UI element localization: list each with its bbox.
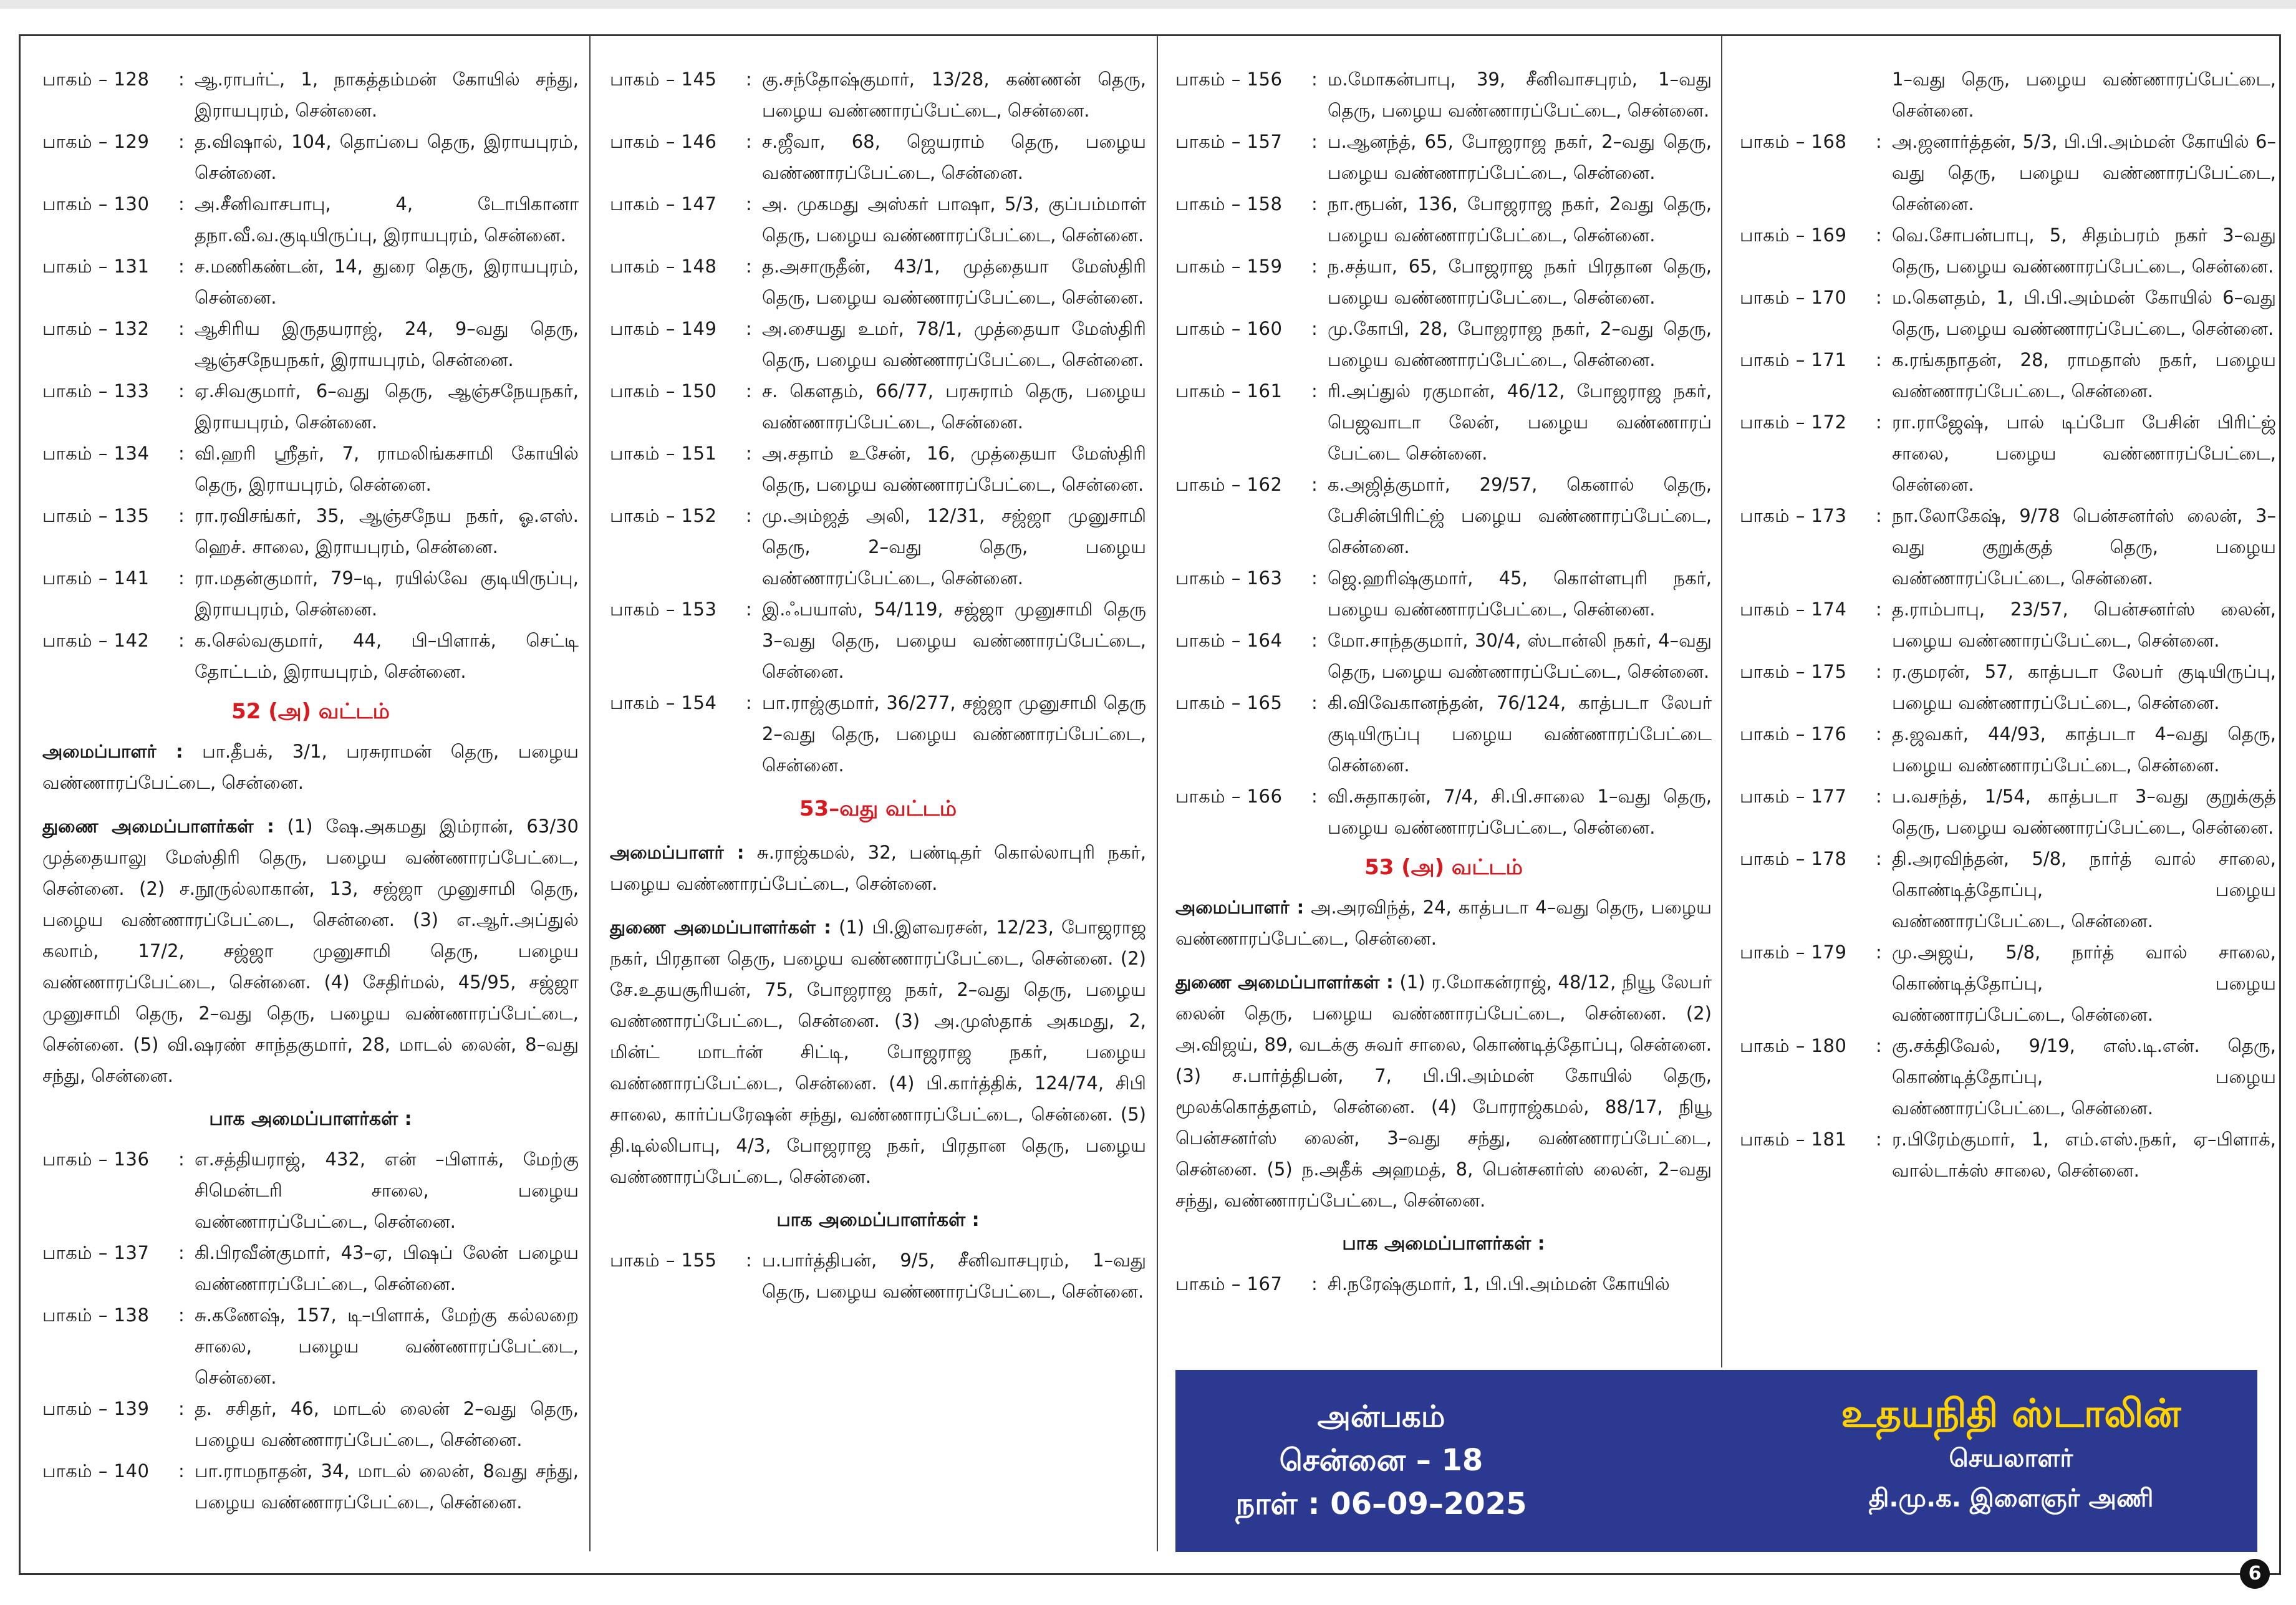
- booth-address: நா.ரூபன், 136, போஜராஜ நகர், 2வது தெரு, பழைய வண்ணாரப்பேட்டை, சென்னை.: [1328, 193, 1712, 246]
- booth-address: கு.சக்திவேல், 9/19, எஸ்.டி.என். தெரு, கொண்டித்தோப்பு, பழைய வண்ணாரப்பேட்டை, சென்னை.: [1892, 1035, 2276, 1119]
- booth-entry: [1175, 64, 1712, 126]
- booth-number: பாகம் – 138: [42, 1304, 150, 1326]
- organizer-paragraph: [610, 837, 1146, 899]
- organizer-label: அமைப்பாளர் :: [1175, 897, 1305, 918]
- separator-colon: :: [746, 443, 752, 464]
- separator-colon: :: [178, 630, 185, 651]
- booth-address: அ.ஜனார்த்தன், 5/3, பி.பி.அம்மன் கோயில் 6–வது தெரு, பழைய வண்ணாரப்பேட்டை, சென்னை.: [1892, 131, 2276, 214]
- separator-colon: :: [746, 692, 752, 713]
- booth-address: தி.அரவிந்தன், 5/8, நார்த் வால் சாலை, கொண்டித்தோப்பு, பழைய வண்ணாரப்பேட்டை, சென்னை.: [1892, 848, 2276, 932]
- deputy-text: (1) பி.இளவரசன், 12/23, போஜராஜ நகர், பிரதான தெரு, பழைய வண்ணாரப்பேட்டை, சென்னை. (2) சே.உதயசூரியன், 75, போஜராஜ நகர், 2–வது தெரு, பழைய வண்ணாரப்பேட்டை, சென்னை. (3) அ.முஸ்தாக் அகமது, 2, மின்ட் மாடர்ன் சிட்டி, போஜராஜ நகர், பழைய வண்ணாரப்பேட்டை, சென்னை. (4) பி.கார்த்திக், 124/74, சிபி சாலை, கார்ப்பரேஷன் சந்து, வண்ணாரப்பேட்டை, சென்னை. (5) தி.டில்லிபாபு, 4/3, போஜராஜ நகர், பிரதான தெரு, பழைய வண்ணாரப்பேட்டை, சென்னை.: [610, 917, 1147, 1187]
- deputy-label: துணை அமைப்பாளர்கள் :: [1175, 971, 1394, 993]
- booth-address: கி.விவேகானந்தன், 76/124, காத்படா லேபர் குடியிருப்பு பழைய வண்ணாரப்பேட்டை சென்னை.: [1328, 692, 1712, 776]
- booth-number: பாகம் – 164: [1175, 630, 1283, 651]
- separator-colon: :: [178, 1242, 185, 1263]
- booth-number: பாகம் – 180: [1740, 1035, 1847, 1056]
- booth-entry: [1175, 687, 1712, 781]
- booth-number: பாகம் – 152: [610, 505, 717, 526]
- deputy-paragraph: [1175, 966, 1712, 1216]
- separator-colon: :: [1876, 786, 1882, 807]
- booth-address: ப.வசந்த், 1/54, காத்படா 3–வது குறுக்குத் தெரு, பழைய வண்ணாரப்பேட்டை, சென்னை.: [1892, 786, 2276, 838]
- deputy-text: (1) ர.மோகன்ராஜ், 48/12, நியூ லேபர் லைன் தெரு, பழைய வண்ணாரப்பேட்டை, சென்னை. (2) அ.விஜய், 89, வடக்கு சுவர் சாலை, கொண்டித்தோப்பு, சென்னை. (3) ச.பார்த்திபன், 7, பி.பி.அம்மன் கோயில் தெரு, மூலக்கொத்தளம், சென்னை. (4) போராஜ்கமல், 88/17, நியூ பென்சனர்ஸ் லைன், 3–வது சந்து, வண்ணாரப்பேட்டை, சென்னை. (5) ந.அதீக் அஹமத், 8, பென்சனர்ஸ் லைன், 2–வது சந்து, வண்ணாரப்பேட்டை, சென்னை.: [1175, 971, 1712, 1211]
- booth-entry: [42, 1393, 579, 1455]
- booth-entry: [42, 1144, 579, 1237]
- booth-address: நா.லோகேஷ், 9/78 பென்சனர்ஸ் லைன், 3–வது குறுக்குத் தெரு, பழைய வண்ணாரப்பேட்டை, சென்னை.: [1892, 505, 2276, 589]
- booth-entry: [1175, 625, 1712, 687]
- separator-colon: :: [746, 1250, 752, 1271]
- booth-number: பாகம் – 145: [610, 69, 717, 90]
- booth-number: பாகம் – 160: [1175, 318, 1283, 339]
- booth-number: பாகம் – 161: [1175, 380, 1283, 402]
- separator-colon: :: [178, 256, 185, 277]
- separator-colon: :: [178, 131, 185, 152]
- booth-address: ஜெ.ஹரிஷ்குமார், 45, கொள்ளபுரி நகர், பழைய வண்ணாரப்பேட்டை, சென்னை.: [1328, 567, 1712, 620]
- separator-colon: :: [1311, 1273, 1318, 1294]
- separator-colon: :: [178, 193, 185, 214]
- separator-colon: :: [1876, 599, 1882, 620]
- booth-number: பாகம் – 146: [610, 131, 717, 152]
- booth-number: பாகம் – 165: [1175, 692, 1283, 713]
- entry-continuation: 1–வது தெரு, பழைய வண்ணாரப்பேட்டை, சென்னை.: [1892, 69, 2276, 121]
- booth-entry: [1175, 375, 1712, 469]
- booth-entry: [1175, 251, 1712, 313]
- deputy-paragraph: [610, 912, 1146, 1192]
- booth-address: ரா.ரவிசங்கர், 35, ஆஞ்சநேய நகர், ஓ.எஸ். ஹெச். சாலை, இராயபுரம், சென்னை.: [195, 505, 579, 557]
- booth-entry: [1740, 407, 2276, 500]
- separator-colon: :: [746, 380, 752, 402]
- organizer-label: அமைப்பாளர் :: [610, 842, 745, 863]
- separator-colon: :: [746, 318, 752, 339]
- booth-number: பாகம் – 169: [1740, 224, 1847, 246]
- separator-colon: :: [1311, 69, 1318, 90]
- banner-place-date: [1175, 1395, 1587, 1526]
- booth-address: ரா.மதன்குமார், 79–டி, ரயில்வே குடியிருப்பு, இராயபுரம், சென்னை.: [195, 567, 579, 620]
- column-4: [1740, 64, 2276, 1186]
- booth-address: த.ராம்பாபு, 23/57, பென்சனர்ஸ் லைன், பழைய வண்ணாரப்பேட்டை, சென்னை.: [1892, 599, 2276, 651]
- entry-list: [42, 64, 579, 687]
- separator-colon: :: [1311, 567, 1318, 589]
- ward-heading-52a: 52 (அ) வட்டம்: [231, 699, 390, 724]
- booth-entry: [610, 500, 1146, 594]
- booth-entry: [1175, 469, 1712, 562]
- booth-entry: [610, 126, 1146, 188]
- booth-address: சி.நரேஷ்குமார், 1, பி.பி.அம்மன் கோயில்: [1328, 1273, 1670, 1294]
- booth-number: பாகம் – 181: [1740, 1129, 1847, 1150]
- separator-colon: :: [1311, 692, 1318, 713]
- organizer-paragraph: [1175, 892, 1712, 954]
- organizer-text: சு.ராஜ்கமல், 32, பண்டிதர் கொல்லாபுரி நகர், பழைய வண்ணாரப்பேட்டை, சென்னை.: [610, 842, 1146, 894]
- organizer-text: அ.அரவிந்த், 24, காத்படா 4–வது தெரு, பழைய வண்ணாரப்பேட்டை, சென்னை.: [1175, 897, 1712, 949]
- separator-colon: :: [178, 1149, 185, 1170]
- separator-colon: :: [178, 443, 185, 464]
- separator-colon: :: [1876, 349, 1882, 370]
- separator-colon: :: [1876, 723, 1882, 745]
- booth-address: ப.பார்த்திபன், 9/5, சீனிவாசபுரம், 1–வது தெரு, பழைய வண்ணாரப்பேட்டை, சென்னை.: [762, 1250, 1146, 1302]
- separator-colon: :: [746, 69, 752, 90]
- deputy-text: (1) ஷே.அகமது இம்ரான், 63/30 முத்தையாலு மேஸ்திரி தெரு, பழைய வண்ணாரப்பேட்டை, சென்னை. (2) ச.நூருல்லாகான், 13, சஜ்ஜா முனுசாமி தெரு, பழைய வண்ணாரப்பேட்டை, சென்னை. (3) எ.ஆர்.அப்துல் கலாம், 17/2, சஜ்ஜா முனுசாமி தெரு, பழைய வண்ணாரப்பேட்டை, சென்னை. (4) சேதிர்மல், 45/95, சஜ்ஜா முனுசாமி தெரு, 2–வது தெரு, பழைய வண்ணாரப்பேட்டை, சென்னை. (5) வி.ஷரண் சாந்தகுமார், 28, மாடல் லைன், 8–வது சந்து, சென்னை.: [42, 816, 579, 1086]
- booth-number: பாகம் – 134: [42, 443, 150, 464]
- separator-colon: :: [746, 599, 752, 620]
- separator-colon: :: [178, 1460, 185, 1482]
- signatory-org: தி.மு.க. இளைஞர் அணி: [1868, 1484, 2154, 1513]
- booth-address: ஆசிரிய இருதயராஜ், 24, 9–வது தெரு, ஆஞ்சநேயநகர், இராயபுரம், சென்னை.: [195, 318, 579, 370]
- booth-address: ர.குமரன், 57, காத்படா லேபர் குடியிருப்பு, பழைய வண்ணாரப்பேட்டை, சென்னை.: [1892, 661, 2276, 713]
- booth-address: பா.ராஜ்குமார், 36/277, சஜ்ஜா முனுசாமி தெரு 2–வது தெரு, பழைய வண்ணாரப்பேட்டை, சென்னை.: [762, 692, 1146, 776]
- booth-number: பாகம் – 141: [42, 567, 150, 589]
- booth-address: அ.சையது உமர், 78/1, முத்தையா மேஸ்திரி தெரு, பழைய வண்ணாரப்பேட்டை, சென்னை.: [762, 318, 1146, 370]
- booth-entry: [610, 438, 1146, 500]
- booth-address: ச.ஜீவா, 68, ஜெயராம் தெரு, பழைய வண்ணாரப்பேட்டை, சென்னை.: [762, 131, 1146, 183]
- entry-list: [610, 64, 1146, 781]
- booth-number: பாகம் – 171: [1740, 349, 1847, 370]
- ward-heading-53a: 53 (அ) வட்டம்: [1364, 855, 1523, 880]
- organizer-label: அமைப்பாளர் :: [42, 741, 183, 762]
- deputy-label: துணை அமைப்பாளர்கள் :: [42, 816, 274, 837]
- booth-address: எ.சத்தியராஜ், 432, என் –பிளாக், மேற்கு சிமென்டரி சாலை, பழைய வண்ணாரப்பேட்டை, சென்னை.: [195, 1149, 579, 1232]
- booth-number: பாகம் – 154: [610, 692, 717, 713]
- booth-entry: [610, 594, 1146, 687]
- booth-number: பாகம் – 130: [42, 193, 150, 214]
- booth-number: பாகம் – 133: [42, 380, 150, 402]
- booth-address: மு.கோபி, 28, போஜராஜ நகர், 2–வது தெரு, பழைய வண்ணாரப்பேட்டை, சென்னை.: [1328, 318, 1712, 370]
- banner-signatory: [1774, 1389, 2248, 1518]
- separator-colon: :: [746, 131, 752, 152]
- booth-number: பாகம் – 172: [1740, 412, 1847, 433]
- booth-entry: [1175, 126, 1712, 188]
- booth-address: பா.ராமநாதன், 34, மாடல் லைன், 8வது சந்து, பழைய வண்ணாரப்பேட்டை, சென்னை.: [195, 1460, 579, 1513]
- booth-number: பாகம் – 157: [1175, 131, 1283, 152]
- separator-colon: :: [1876, 412, 1882, 433]
- booth-entry: [1740, 344, 2276, 407]
- booth-number: பாகம் – 156: [1175, 69, 1283, 90]
- booth-entry: [1740, 219, 2276, 282]
- separator-colon: :: [1876, 505, 1882, 526]
- booth-number: பாகம் – 137: [42, 1242, 150, 1263]
- booth-entry: [610, 251, 1146, 313]
- separator-colon: :: [1876, 661, 1882, 682]
- separator-colon: :: [178, 380, 185, 402]
- separator-colon: :: [746, 193, 752, 214]
- entry-list: [610, 1245, 1146, 1307]
- booth-entry: [42, 188, 579, 251]
- booth-entry: [1740, 126, 2276, 219]
- separator-colon: :: [178, 567, 185, 589]
- booth-entry: [610, 375, 1146, 438]
- booth-entry: [610, 64, 1146, 126]
- separator-colon: :: [1311, 131, 1318, 152]
- booth-entry: [42, 500, 579, 562]
- booth-entry: [1740, 1030, 2276, 1124]
- separator-colon: :: [1311, 380, 1318, 402]
- booth-entry: [610, 188, 1146, 251]
- booth-entry: [1740, 282, 2276, 344]
- entry-list: [1175, 1268, 1712, 1299]
- booth-entry: [1175, 781, 1712, 843]
- booth-address: ச. கௌதம், 66/77, பரசுராம் தெரு, பழைய வண்ணாரப்பேட்டை, சென்னை.: [762, 380, 1146, 433]
- separator-colon: :: [1876, 848, 1882, 869]
- booth-number: பாகம் – 162: [1175, 474, 1283, 495]
- booth-number: பாகம் – 175: [1740, 661, 1847, 682]
- booth-address: கி.பிரவீன்குமார், 43–ஏ, பிஷப் லேன் பழைய வண்ணாரப்பேட்டை, சென்னை.: [195, 1242, 579, 1294]
- column-divider: [1721, 36, 1722, 1367]
- booth-number: பாகம் – 155: [610, 1250, 717, 1271]
- booth-address: ரி.அப்துல் ரகுமான், 46/12, போஜராஜ நகர், பெஜவாடா லேன், பழைய வண்ணாரப் பேட்டை சென்னை.: [1328, 380, 1712, 464]
- booth-number: பாகம் – 159: [1175, 256, 1283, 277]
- booth-entry: [42, 375, 579, 438]
- signature-banner: [1175, 1370, 2257, 1552]
- booth-number: பாகம் – 147: [610, 193, 717, 214]
- booth-address: ந.சத்யா, 65, போஜராஜ நகர் பிரதான தெரு, பழைய வண்ணாரப்பேட்டை, சென்னை.: [1328, 256, 1712, 308]
- booth-entry: [610, 1245, 1146, 1307]
- booth-number: பாகம் – 173: [1740, 505, 1847, 526]
- entry-list: [42, 1144, 579, 1518]
- booth-number: பாகம் – 135: [42, 505, 150, 526]
- booth-address: அ.சதாம் உசேன், 16, முத்தையா மேஸ்திரி தெரு, பழைய வண்ணாரப்பேட்டை, சென்னை.: [762, 443, 1146, 495]
- booth-number: பாகம் – 158: [1175, 193, 1283, 214]
- separator-colon: :: [1311, 256, 1318, 277]
- booth-address: த.அசாருதீன், 43/1, முத்தையா மேஸ்திரி தெரு, பழைய வண்ணாரப்பேட்டை, சென்னை.: [762, 256, 1146, 308]
- booth-number: பாகம் – 142: [42, 630, 150, 651]
- deputy-label: துணை அமைப்பாளர்கள் :: [610, 917, 831, 938]
- booth-number: பாகம் – 132: [42, 318, 150, 339]
- separator-colon: :: [1876, 131, 1882, 152]
- booth-address: ம.மோகன்பாபு, 39, சீனிவாசபுரம், 1–வது தெரு, பழைய வண்ணாரப்பேட்டை, சென்னை.: [1328, 69, 1712, 121]
- booth-entry: [42, 251, 579, 313]
- booth-entry: [42, 1299, 579, 1393]
- booth-number: பாகம் – 151: [610, 443, 717, 464]
- booth-number: பாகம் – 128: [42, 69, 150, 90]
- top-strip: [0, 0, 2296, 9]
- booth-entry: [610, 313, 1146, 375]
- booth-address: க.செல்வகுமார், 44, பி–பிளாக், செட்டி தோட்டம், இராயபுரம், சென்னை.: [195, 630, 579, 682]
- booth-number: பாகம் – 140: [42, 1460, 150, 1482]
- booth-entry: [1740, 656, 2276, 718]
- booth-number: பாகம் – 166: [1175, 786, 1283, 807]
- separator-colon: :: [178, 69, 185, 90]
- booth-address: சு.கணேஷ், 157, டி–பிளாக், மேற்கு கல்லறை சாலை, பழைய வண்ணாரப்பேட்டை, சென்னை.: [195, 1304, 579, 1388]
- column-divider: [1157, 36, 1158, 1551]
- booth-entry: [42, 1237, 579, 1299]
- booth-number: பாகம் – 174: [1740, 599, 1847, 620]
- separator-colon: :: [746, 256, 752, 277]
- booth-address: இ.ஃபயாஸ், 54/119, சஜ்ஜா முனுசாமி தெரு 3–வது தெரு, பழைய வண்ணாரப்பேட்டை, சென்னை.: [762, 599, 1146, 682]
- separator-colon: :: [178, 318, 185, 339]
- booth-entry: [42, 313, 579, 375]
- entry-list: [1740, 126, 2276, 1186]
- separator-colon: :: [1311, 786, 1318, 807]
- booth-address: கு.சந்தோஷ்குமார், 13/28, கண்ணன் தெரு, பழைய வண்ணாரப்பேட்டை, சென்னை.: [762, 69, 1146, 121]
- signatory-name: உதயநிதி ஸ்டாலின்: [1841, 1391, 2181, 1436]
- column-divider: [589, 36, 591, 1551]
- booth-number: பாகம் – 131: [42, 256, 150, 277]
- booth-entry: [1740, 781, 2276, 843]
- booth-address: அ.சீனிவாசபாபு, 4, டோபிகானா தநா.வீ.வ.குடியிருப்பு, இராயபுரம், சென்னை.: [195, 193, 579, 246]
- booth-entry: [42, 438, 579, 500]
- separator-colon: :: [1876, 942, 1882, 963]
- booth-address: ப.ஆனந்த், 65, போஜராஜ நகர், 2–வது தெரு, பழைய வண்ணாரப்பேட்டை, சென்னை.: [1328, 131, 1712, 183]
- banner-city: சென்னை – 18: [1279, 1443, 1483, 1478]
- booth-entry: [1740, 937, 2276, 1030]
- separator-colon: :: [178, 505, 185, 526]
- booth-number: பாகம் – 176: [1740, 723, 1847, 745]
- booth-entry: [1740, 843, 2276, 937]
- separator-colon: :: [1876, 287, 1882, 308]
- booth-address: வி.ஹரி ஸ்ரீதர், 7, ராமலிங்கசாமி கோயில் தெரு, இராயபுரம், சென்னை.: [195, 443, 579, 495]
- column-2: [610, 64, 1146, 1307]
- booth-number: பாகம் – 170: [1740, 287, 1847, 308]
- separator-colon: :: [1876, 224, 1882, 246]
- booth-address: க.அஜித்குமார், 29/57, கெனால் தெரு, பேசின்பிரிட்ஜ் பழைய வண்ணாரப்பேட்டை, சென்னை.: [1328, 474, 1712, 557]
- ward-heading-53: 53–வது வட்டம்: [799, 796, 957, 821]
- booth-number: பாகம் – 168: [1740, 131, 1847, 152]
- booth-address: த. சசிதர், 46, மாடல் லைன் 2–வது தெரு, பழைய வண்ணாரப்பேட்டை, சென்னை.: [195, 1398, 579, 1450]
- separator-colon: :: [178, 1398, 185, 1419]
- section-label: பாக அமைப்பாளர்கள் :: [1342, 1233, 1545, 1255]
- booth-number: பாகம் – 149: [610, 318, 717, 339]
- signatory-role: செயலாளர்: [1949, 1444, 2073, 1473]
- booth-entry: [1740, 1124, 2276, 1186]
- separator-colon: :: [1876, 1035, 1882, 1056]
- separator-colon: :: [1311, 474, 1318, 495]
- booth-number: பாகம் – 179: [1740, 942, 1847, 963]
- booth-address: த.ஜவகர், 44/93, காத்படா 4–வது தெரு, பழைய வண்ணாரப்பேட்டை, சென்னை.: [1892, 723, 2276, 776]
- booth-entry: [42, 562, 579, 625]
- booth-number: பாகம் – 167: [1175, 1273, 1283, 1294]
- separator-colon: :: [1311, 630, 1318, 651]
- section-label: பாக அமைப்பாளர்கள் :: [209, 1108, 412, 1130]
- booth-address: த.விஷால், 104, தொப்பை தெரு, இராயபுரம், சென்னை.: [195, 131, 579, 183]
- booth-entry: [1175, 562, 1712, 625]
- booth-entry: [1175, 188, 1712, 251]
- booth-address: க.ரங்கநாதன், 28, ராமதாஸ் நகர், பழைய வண்ணாரப்பேட்டை, சென்னை.: [1892, 349, 2276, 402]
- booth-entry: [1175, 313, 1712, 375]
- booth-address: மு.அஜய், 5/8, நார்த் வால் சாலை, கொண்டித்தோப்பு, பழைய வண்ணாரப்பேட்டை, சென்னை.: [1892, 942, 2276, 1025]
- booth-entry: [610, 687, 1146, 781]
- booth-address: அ. முகமது அஸ்கர் பாஷா, 5/3, குப்பம்மாள் தெரு, பழைய வண்ணாரப்பேட்டை, சென்னை.: [762, 193, 1146, 246]
- booth-entry: [1740, 594, 2276, 656]
- booth-address: ர.பிரேம்குமார், 1, எம்.எஸ்.நகர், ஏ–பிளாக், வால்டாக்ஸ் சாலை, சென்னை.: [1892, 1129, 2276, 1181]
- booth-entry: [42, 625, 579, 687]
- booth-number: பாகம் – 177: [1740, 786, 1847, 807]
- booth-address: ஏ.சிவகுமார், 6–வது தெரு, ஆஞ்சநேயநகர், இராயபுரம், சென்னை.: [195, 380, 579, 433]
- section-label: பாக அமைப்பாளர்கள் :: [776, 1209, 980, 1231]
- booth-address: ஆ.ராபர்ட், 1, நாகத்தம்மன் கோயில் சந்து, இராயபுரம், சென்னை.: [195, 69, 579, 121]
- booth-address: வி.சுதாகரன், 7/4, சி.பி.சாலை 1–வது தெரு, பழைய வண்ணாரப்பேட்டை, சென்னை.: [1328, 786, 1712, 838]
- booth-number: பாகம் – 150: [610, 380, 717, 402]
- separator-colon: :: [746, 505, 752, 526]
- booth-number: பாகம் – 139: [42, 1398, 150, 1419]
- booth-address: ரா.ராஜேஷ், பால் டிப்போ பேசின் பிரிட்ஜ் சாலை, பழைய வண்ணாரப்பேட்டை, சென்னை.: [1892, 412, 2276, 495]
- column-1: [42, 64, 579, 1518]
- booth-entry: [42, 1455, 579, 1518]
- booth-number: பாகம் – 136: [42, 1149, 150, 1170]
- column-3: [1175, 64, 1712, 1299]
- booth-address: மோ.சாந்தகுமார், 30/4, ஸ்டான்லி நகர், 4–வது தெரு, பழைய வண்ணாரப்பேட்டை, சென்னை.: [1328, 630, 1712, 682]
- booth-number: பாகம் – 148: [610, 256, 717, 277]
- booth-number: பாகம் – 153: [610, 599, 717, 620]
- separator-colon: :: [178, 1304, 185, 1326]
- booth-number: பாகம் – 163: [1175, 567, 1283, 589]
- booth-entry: [1740, 500, 2276, 594]
- organizer-text: பா.தீபக், 3/1, பரசுராமன் தெரு, பழைய வண்ணாரப்பேட்டை, சென்னை.: [42, 741, 579, 793]
- booth-number: பாகம் – 178: [1740, 848, 1847, 869]
- booth-address: ம.கௌதம், 1, பி.பி.அம்மன் கோயில் 6–வது தெரு, பழைய வண்ணாரப்பேட்டை, சென்னை.: [1892, 287, 2276, 339]
- booth-address: மு.அம்ஜத் அலி, 12/31, சஜ்ஜா முனுசாமி தெரு, 2–வது தெரு, பழைய வண்ணாரப்பேட்டை, சென்னை.: [762, 505, 1146, 589]
- separator-colon: :: [1876, 1129, 1882, 1150]
- deputy-paragraph: [42, 811, 579, 1091]
- booth-number: பாகம் – 129: [42, 131, 150, 152]
- entry-list: [1175, 64, 1712, 843]
- booth-entry: [1175, 1268, 1712, 1299]
- booth-entry: [42, 126, 579, 188]
- booth-address: ச.மணிகண்டன், 14, துரை தெரு, இராயபுரம், சென்னை.: [195, 256, 579, 308]
- banner-date: நாள் : 06–09–2025: [1235, 1487, 1527, 1521]
- banner-office: அன்பகம்: [1317, 1399, 1445, 1434]
- booth-address: வெ.சோபன்பாபு, 5, சிதம்பரம் நகர் 3–வது தெரு, பழைய வண்ணாரப்பேட்டை, சென்னை.: [1892, 224, 2276, 277]
- organizer-paragraph: [42, 736, 579, 798]
- booth-entry: [1740, 718, 2276, 781]
- separator-colon: :: [1311, 193, 1318, 214]
- separator-colon: :: [1311, 318, 1318, 339]
- booth-entry: [42, 64, 579, 126]
- page-number: 6: [2240, 1559, 2270, 1589]
